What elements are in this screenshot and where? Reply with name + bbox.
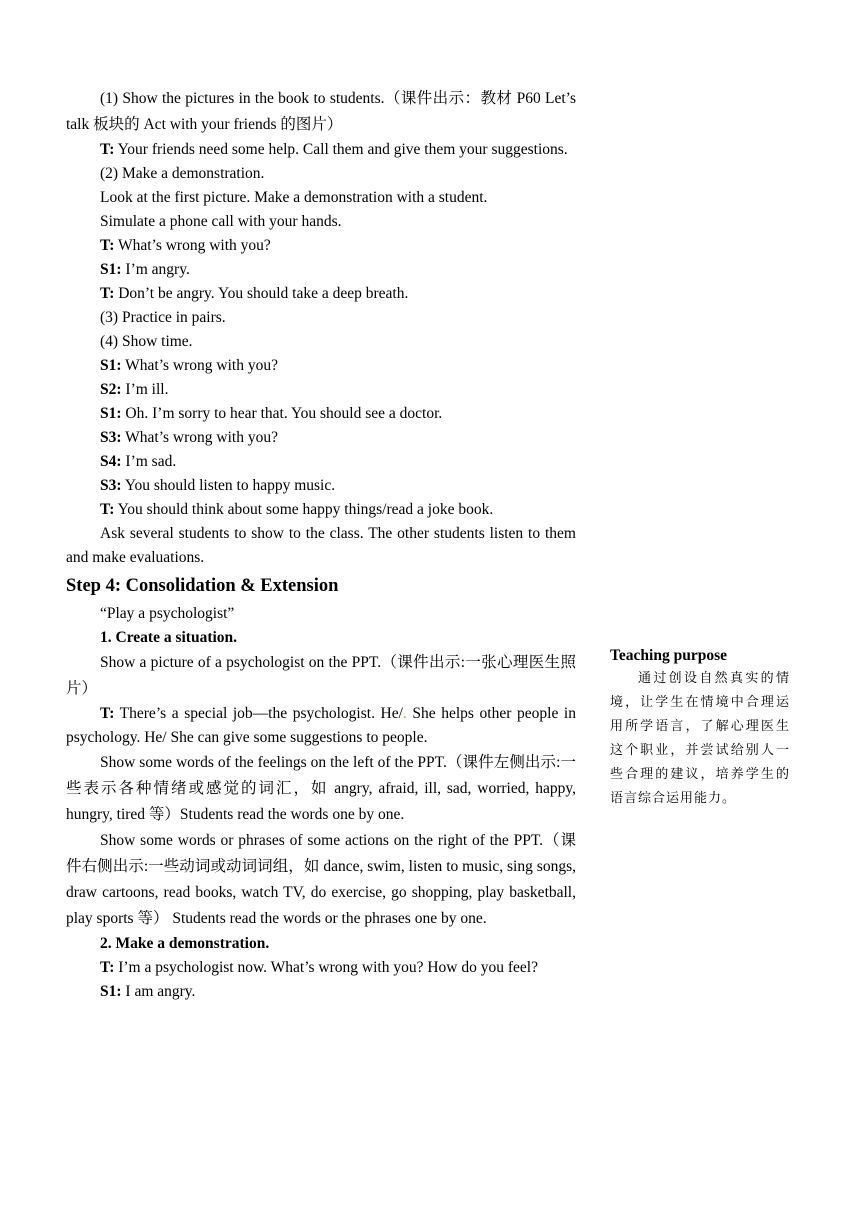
dialog-line [66, 234, 576, 258]
paragraph: Ask several students to show to the class. The other students listen to them and make evaluations. [66, 525, 576, 566]
speaker-label: T: [100, 141, 115, 158]
dialog-text: I’m a psychologist now. What’s wrong with you? How do you feel? [114, 959, 538, 976]
step-heading: Step 4: Consolidation & Extension [66, 576, 339, 596]
speaker-label: T: [100, 285, 115, 302]
dialog-text: I’m angry. [121, 261, 190, 278]
speaker-label: S3: [100, 429, 122, 446]
dialog-line [66, 138, 576, 162]
dialog-text: Your friends need some help. Call them and give them your suggestions. [114, 141, 568, 158]
dialog-text: She helps other people in psychology. He/ She can give some suggestions to people. [66, 705, 576, 746]
subheading: 1. Create a situation. [100, 629, 238, 646]
paragraph: Show some words of the feelings on the left of the PPT.（课件左侧出示:一些表示各种情绪或感觉的词汇，如 angry, afraid, ill, sad, worried, happy, hungry, tired 等）Students read the words one by one. [66, 754, 576, 823]
dialog-line [66, 980, 576, 1004]
paragraph: (1) Show the pictures in the book to students.（课件出示：教材 P60 Let’s talk 板块的 Act with your friends 的图片） [66, 90, 576, 133]
dialog-text: Don’t be angry. You should take a deep breath. [114, 285, 409, 302]
speaker-label: T: [100, 501, 115, 518]
speaker-label: T: [100, 705, 115, 722]
dialog-line [66, 474, 576, 498]
paragraph: (2) Make a demonstration. [100, 165, 265, 182]
speaker-label: S2: [100, 381, 122, 398]
dialog-line [66, 956, 576, 980]
dialog-text: I’m sad. [121, 453, 177, 470]
dialog-text: You should listen to happy music. [121, 477, 336, 494]
dialog-line [66, 450, 576, 474]
dialog-line [66, 282, 576, 306]
dialog-text: I’m ill. [121, 381, 169, 398]
dialog-text: There’s a special job—the psychologist. He/ [114, 705, 403, 722]
paragraph: Simulate a phone call with your hands. [100, 213, 342, 230]
paragraph: Show a picture of a psychologist on the PPT.（课件出示:一张心理医生照片） [66, 654, 576, 697]
speaker-label: S4: [100, 453, 122, 470]
speaker-label: S1: [100, 261, 122, 278]
paragraph: Show some words or phrases of some actions on the right of the PPT.（课件右侧出示:一些动词或动词词组，如 dance, swim, listen to music, sing songs, draw cartoons, read books, watch TV, do exercise, go shopping, play basketball, play sports 等） Students read the words or the phrases one by one. [66, 832, 576, 927]
highlight-mark: . [402, 705, 407, 722]
dialog-line [66, 426, 576, 450]
speaker-label: S1: [100, 405, 122, 422]
paragraph: (3) Practice in pairs. [100, 309, 226, 326]
speaker-label: T: [100, 959, 115, 976]
paragraph: (4) Show time. [100, 333, 193, 350]
activity-title: “Play a psychologist” [100, 605, 235, 622]
dialog-line [66, 498, 576, 522]
speaker-label: S1: [100, 357, 122, 374]
dialog-text: Oh. I’m sorry to hear that. You should see a doctor. [121, 405, 443, 422]
dialog-text: What’s wrong with you? [121, 357, 278, 374]
dialog-text: You should think about some happy things/read a joke book. [114, 501, 494, 518]
dialog-text: What’s wrong with you? [114, 237, 271, 254]
dialog-text: I am angry. [121, 983, 196, 1000]
teaching-purpose-note [610, 645, 790, 811]
dialog-text: What’s wrong with you? [121, 429, 278, 446]
dialog-line [66, 258, 576, 282]
dialog-line [66, 378, 576, 402]
paragraph: Look at the first picture. Make a demonstration with a student. [100, 189, 488, 206]
speaker-label: T: [100, 237, 115, 254]
note-body: 通过创设自然真实的情境，让学生在情境中合理运用所学语言，了解心理医生这个职业，并尝试给别人一些合理的建议，培养学生的语言综合运用能力。 [610, 671, 790, 806]
note-title: Teaching purpose [610, 647, 727, 664]
speaker-label: S3: [100, 477, 122, 494]
dialog-line [66, 354, 576, 378]
dialog-line [66, 402, 576, 426]
subheading: 2. Make a demonstration. [100, 935, 270, 952]
lesson-plan-main [66, 86, 576, 1004]
dialog-line [66, 702, 576, 750]
speaker-label: S1: [100, 983, 122, 1000]
